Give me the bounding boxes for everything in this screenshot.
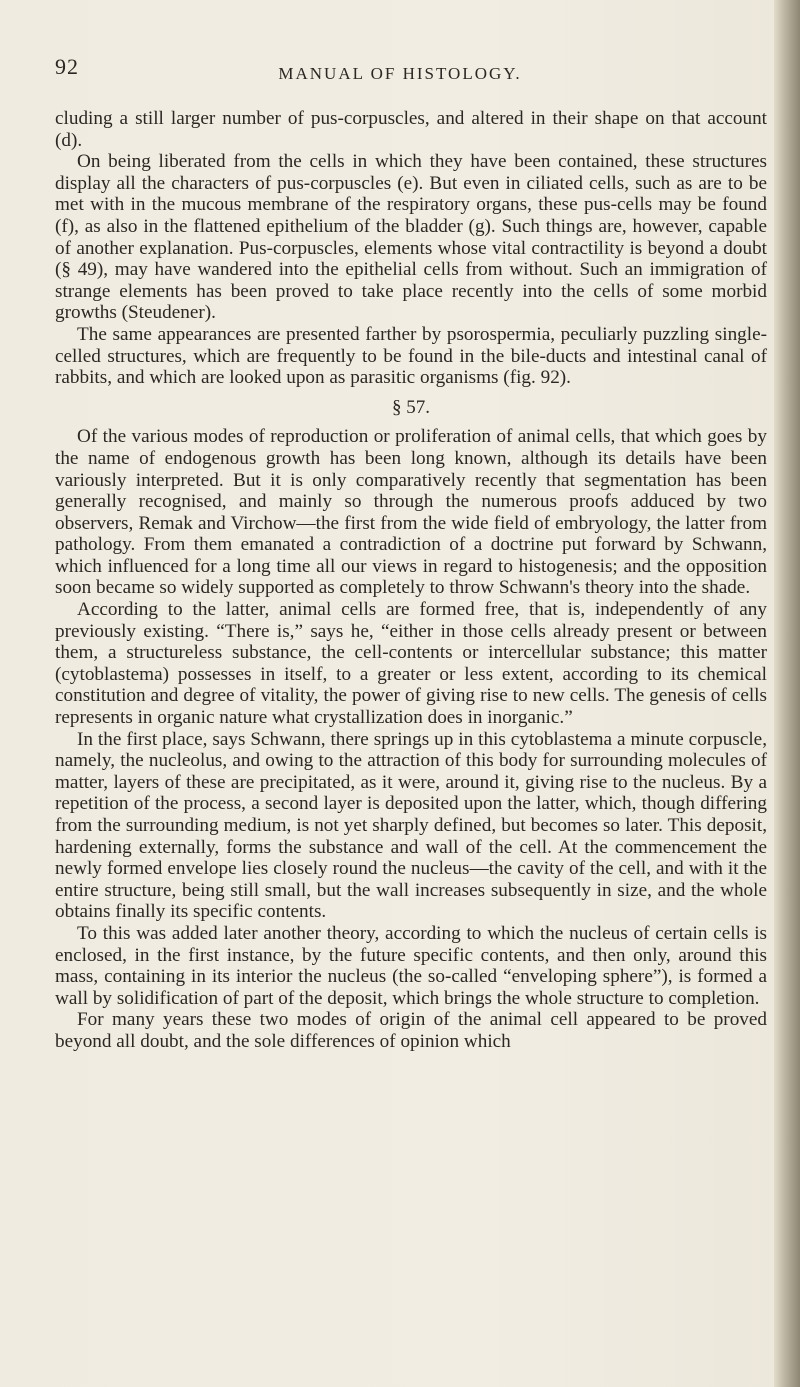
running-title: MANUAL OF HISTOLOGY. xyxy=(278,64,522,83)
body-text xyxy=(55,108,767,1053)
paragraph: According to the latter, animal cells are formed free, that is, independently of any previously existing. “There is,” says he, “either in those cells already present or between them, a structureless substance, the cell-contents or intercellular substance; this matter (cytoblastema) possesses in itself, to a greater or less extent, according to its chemical constitution and degree of vitality, the power of giving rise to new cells. The genesis of cells represents in organic nature what crystallization does in inorganic.” xyxy=(55,599,767,729)
paragraph: To this was added later another theory, according to which the nucleus of certain cells is enclosed, in the first instance, by the future specific contents, and then only, around this mass, containing in its interior the nucleus (the so-called “enveloping sphere”), is formed a wall by solidification of part of the deposit, which brings the whole structure to completion. xyxy=(55,922,767,1009)
section-heading: § 57. xyxy=(392,396,430,418)
paragraph: For many years these two modes of origin of the animal cell appeared to be proved beyond all doubt, and the sole differences of opinion which xyxy=(55,1009,767,1052)
paragraph: On being liberated from the cells in which they have been contained, these structures display all the characters of pus-corpuscles (e). But even in ciliated cells, such as are to be met with in the mucous membrane of the respiratory organs, these pus-cells may be found (f), as also in the flattened epithelium of the bladder (g). Such things are, however, capable of another explanation. Pus-corpuscles, elements whose vital contractility is beyond a doubt (§ 49), may have wandered into the epithelial cells from without. Such an immigration of strange elements has been proved to take place recently into the cells of some morbid growths (Steudener). xyxy=(55,151,767,324)
paragraph: In the first place, says Schwann, there springs up in this cytoblastema a minute corpuscle, namely, the nucleolus, and owing to the attraction of this body for surrounding molecules of matter, layers of these are precipitated, as it were, around it, giving rise to the nucleus. By a repetition of the process, a second layer is deposited upon the latter, which, though differing from the surrounding medium, is not yet sharply defined, but becomes so later. This deposit, hardening externally, forms the substance and wall of the cell. At the commencement the newly formed envelope lies closely round the nucleus—the cavity of the cell, and with it the entire structure, being still small, but the wall increases subsequently in size, and the whole obtains finally its specific contents. xyxy=(55,728,767,923)
paragraph: Of the various modes of reproduction or proliferation of animal cells, that which goes by the name of endogenous growth has been long known, although its details have been variously interpreted. But it is only comparatively recently that segmentation has been generally recognised, and mainly so through the numerous proofs adduced by two observers, Remak and Virchow—the first from the wide field of embryology, the latter from pathology. From them emanated a contradiction of a doctrine put forward by Schwann, which influenced for a long time all our views in regard to histogenesis; and the opposition soon became so widely supported as completely to throw Schwann's theory into the shade. xyxy=(55,426,767,599)
paragraph-continued: cluding a still larger number of pus-corpuscles, and altered in their shape on that account (d). xyxy=(55,108,767,151)
page-edge-shadow xyxy=(774,0,800,1387)
page-number: 92 xyxy=(55,54,79,79)
paragraph: The same appearances are presented farther by psorospermia, peculiarly puzzling single-celled structures, which are frequently to be found in the bile-ducts and intestinal canal of rabbits, and which are looked upon as parasitic organisms (fig. 92). xyxy=(55,323,767,389)
